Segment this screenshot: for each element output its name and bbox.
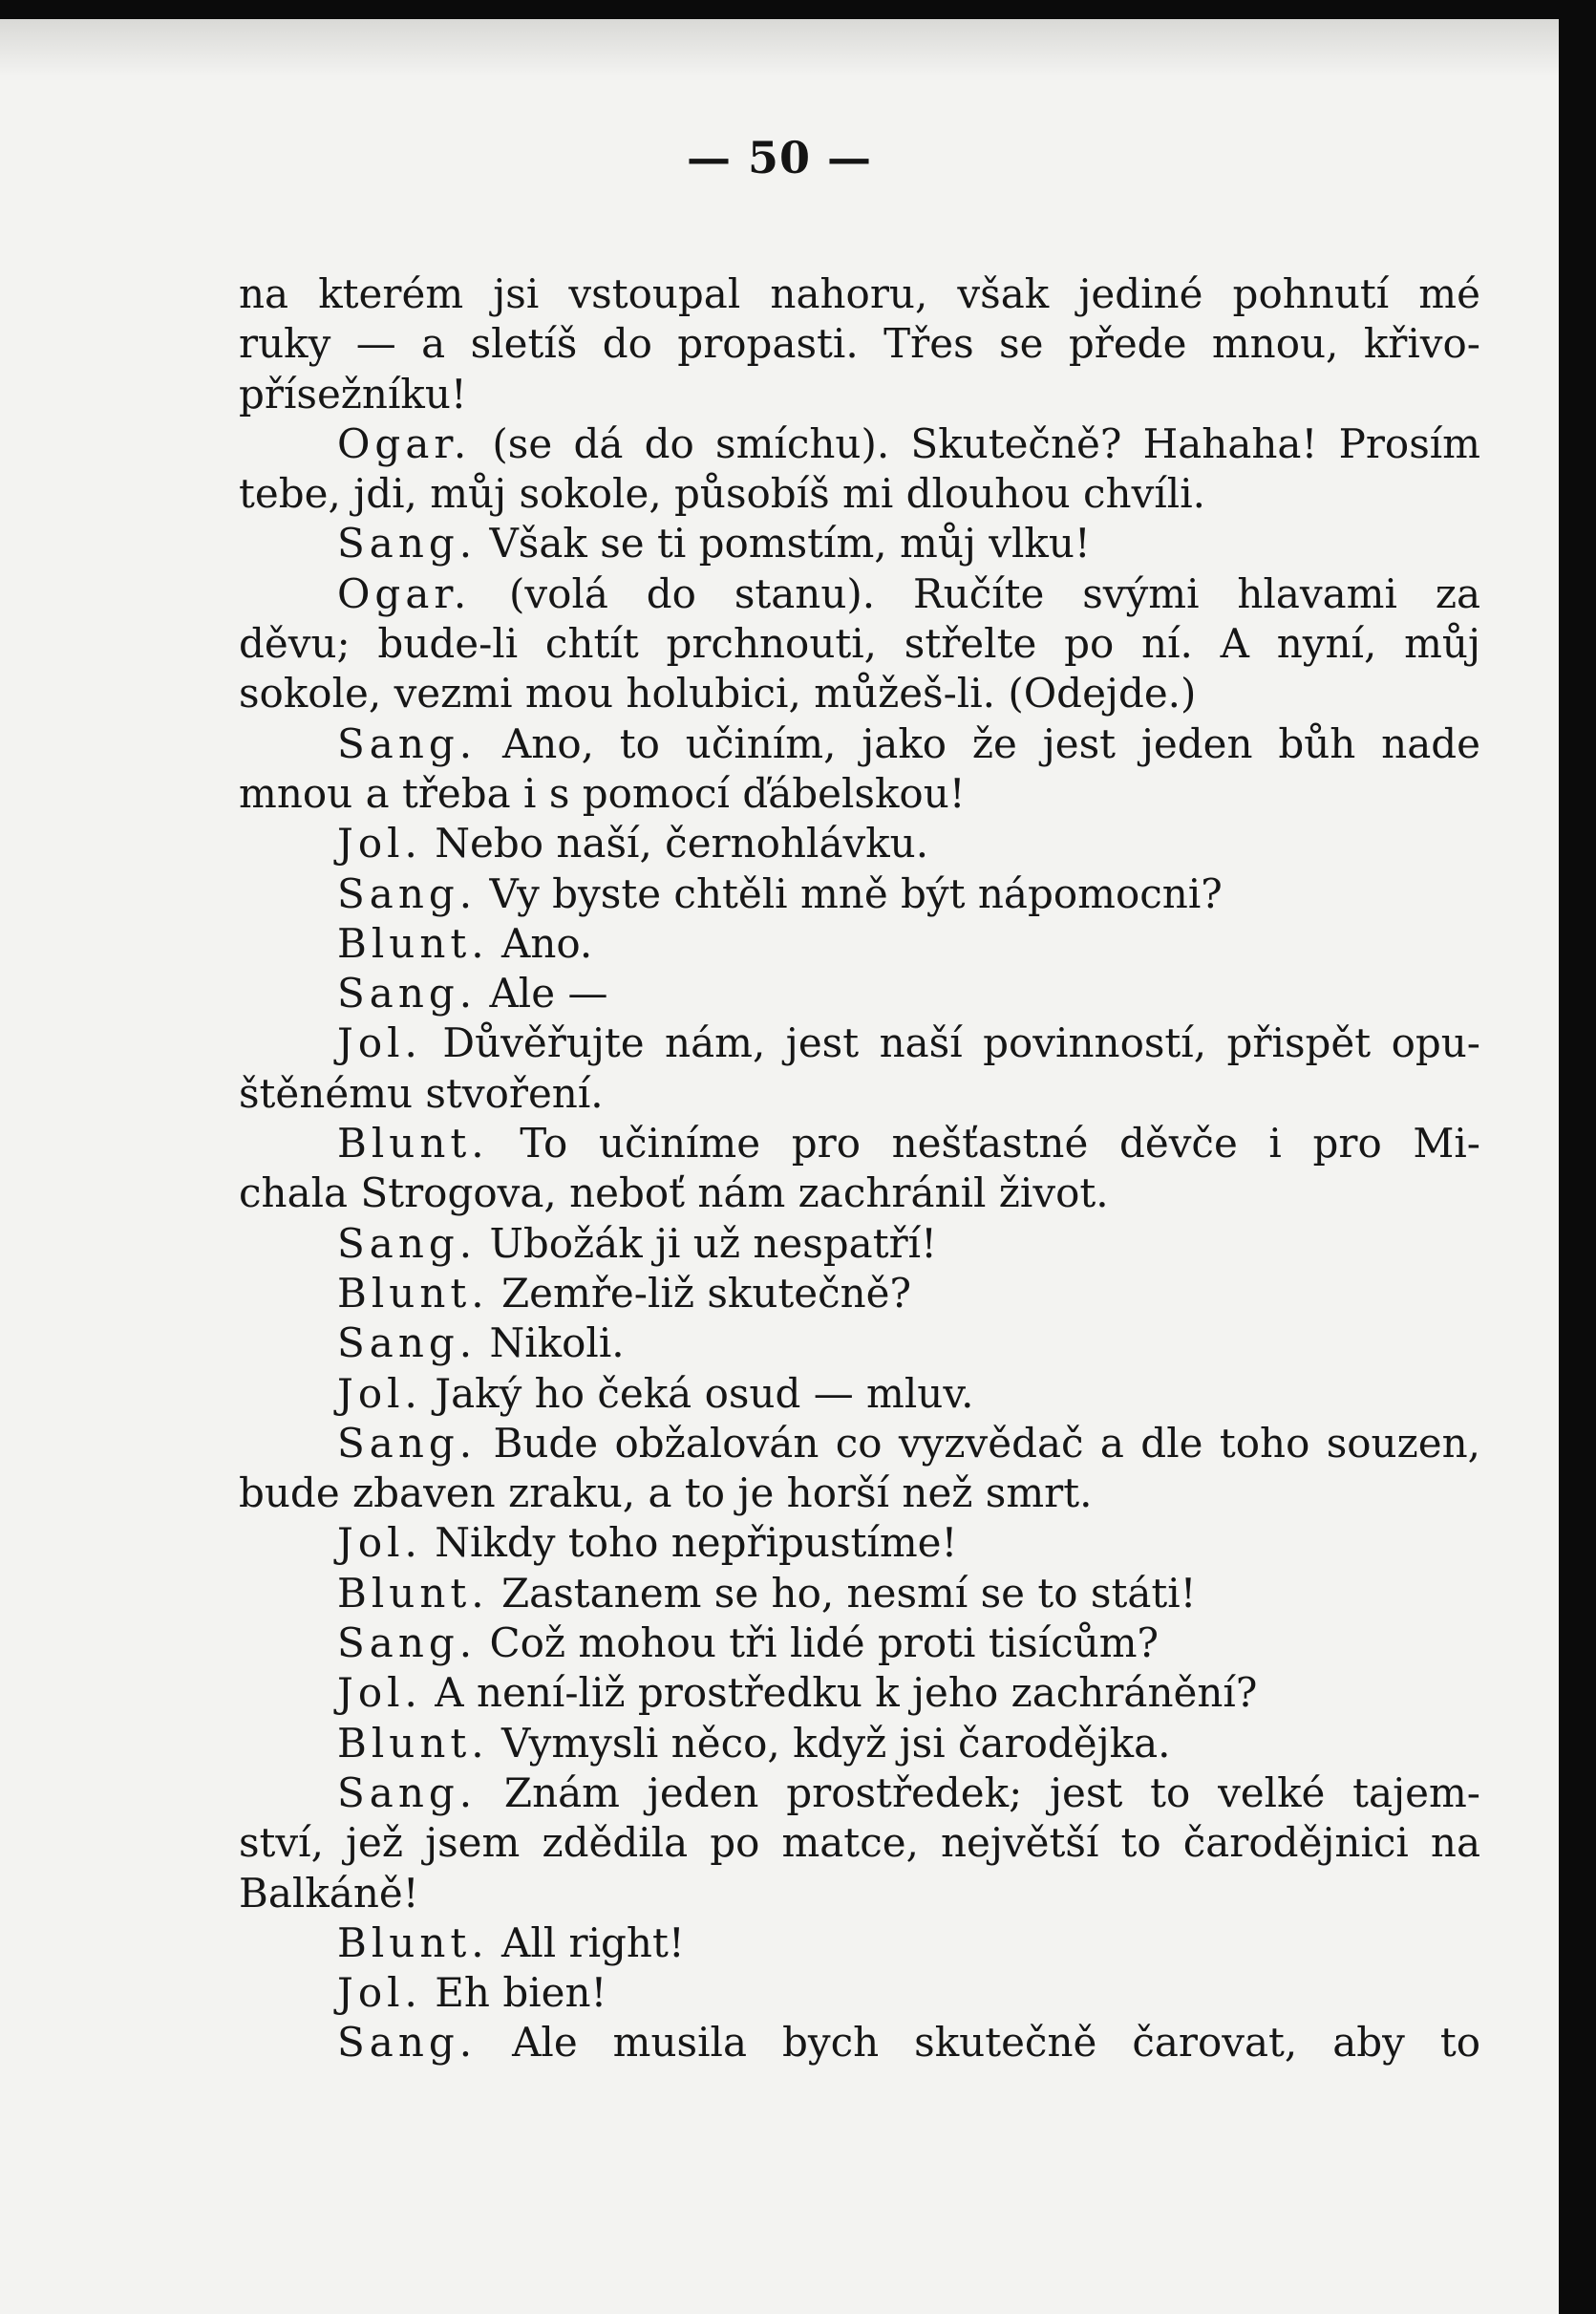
page-text [239, 269, 1480, 2068]
dialogue-line: Sang. Ano, to učiním, jako že jest jeden bůh nade [337, 719, 1480, 767]
speaker-name: Sang. [337, 1419, 478, 1467]
dialogue-line: Jol. Eh bien! [337, 1969, 607, 2017]
dialogue-line: Sang. Což mohou tři lidé proti tisícům? [337, 1619, 1160, 1667]
text-line: děvu; bude-li chtít prchnouti, střelte po ní. A nyní, můj [239, 620, 1480, 668]
speaker-name: Sang. [337, 970, 478, 1018]
text-line: na kterém jsi vstoupal nahoru, však jediné pohnutí mé [239, 270, 1480, 317]
dialogue-line: Blunt. All right! [337, 1918, 685, 1966]
speaker-name: Jol. [337, 1019, 422, 1067]
text-line: chala Strogova, neboť nám zachránil život. [239, 1169, 1109, 1217]
text-line: bude zbaven zraku, a to je horší než smrt. [239, 1469, 1093, 1517]
dialogue-line: Jol. Nebo naší, černohlávku. [337, 820, 929, 868]
speaker-name: Sang. [337, 869, 478, 917]
book-page [0, 19, 1559, 2314]
dialogue-line: Ogar. (se dá do smíchu). Skutečně? Hahaha! Prosím [337, 419, 1481, 467]
text-line: mnou a třeba i s pomocí ďábelskou! [239, 769, 966, 817]
dialogue-line: Blunt. Vymysli něco, když jsi čarodějka. [337, 1719, 1171, 1767]
speaker-name: Blunt. [337, 1269, 489, 1317]
speaker-name: Jol. [337, 1369, 422, 1417]
text-line: sokole, vezmi mou holubici, můžeš-li. (Odejde.) [239, 670, 1197, 718]
dialogue-line: Sang. Nikoli. [337, 1319, 625, 1367]
dialogue-line: Ogar. (volá do stanu). Ručíte svými hlavami za [337, 569, 1480, 617]
text-line: štěnému stvoření. [239, 1069, 604, 1117]
dialogue-line: Jol. Jaký ho čeká osud — mluv. [337, 1369, 974, 1417]
dialogue-line: Sang. Vy byste chtěli mně být nápomocni? [337, 869, 1223, 917]
dialogue-line: Blunt. To učiníme pro nešťastné děvče i pro Mi- [337, 1120, 1480, 1168]
speaker-name: Sang. [337, 1219, 478, 1267]
speaker-name: Sang. [337, 1319, 478, 1367]
dialogue-line: Sang. Ale musila bych skutečně čarovat, aby to [337, 2019, 1481, 2067]
dialogue-line: Sang. Však se ti pomstím, můj vlku! [337, 520, 1091, 568]
speaker-name: Sang. [337, 1768, 478, 1816]
page-number: — 50 — [686, 132, 873, 183]
speaker-name: Jol. [337, 820, 422, 868]
dialogue-line: Sang. Ale — [337, 970, 608, 1018]
dialogue-line: Jol. Důvěřujte nám, jest naší povinností, přispět opu- [337, 1019, 1480, 1067]
speaker-name: Sang. [337, 520, 478, 568]
dialogue-line: Blunt. Zemře-liž skutečně? [337, 1269, 912, 1317]
speaker-name: Blunt. [337, 1918, 489, 1966]
text-line: přísežníku! [239, 370, 467, 418]
speaker-name: Sang. [337, 1619, 478, 1667]
text-line: tebe, jdi, můj sokole, působíš mi dlouhou chvíli. [239, 470, 1205, 518]
dialogue-line: Jol. A není-liž prostředku k jeho zachránění? [337, 1669, 1258, 1717]
speaker-name: Blunt. [337, 919, 489, 967]
text-line: ství, jež jsem zdědila po matce, největší to čarodějnici na [239, 1819, 1480, 1867]
text-line: Balkáně! [239, 1869, 419, 1917]
speaker-name: Blunt. [337, 1569, 489, 1617]
dialogue-line: Sang. Znám jeden prostředek; jest to velké tajem- [337, 1768, 1480, 1816]
speaker-name: Jol. [337, 1969, 422, 2017]
speaker-name: Ogar. [337, 419, 472, 467]
dialogue-line: Jol. Nikdy toho nepřipustíme! [337, 1519, 958, 1567]
dialogue-line: Blunt. Zastanem se ho, nesmí se to státi! [337, 1569, 1197, 1617]
speaker-name: Jol. [337, 1519, 422, 1567]
speaker-name: Blunt. [337, 1719, 489, 1767]
speaker-name: Blunt. [337, 1120, 489, 1168]
scan-edge [1559, 0, 1596, 2314]
speaker-name: Sang. [337, 719, 478, 767]
speaker-name: Ogar. [337, 569, 472, 617]
speaker-name: Sang. [337, 2019, 478, 2067]
text-line: ruky — a sletíš do propasti. Třes se přede mnou, křivo- [239, 320, 1480, 368]
dialogue-line: Blunt. Ano. [337, 919, 593, 967]
dialogue-line: Sang. Bude obžalován co vyzvědač a dle toho souzen, [337, 1419, 1480, 1467]
dialogue-line: Sang. Ubožák ji už nespatří! [337, 1219, 937, 1267]
speaker-name: Jol. [337, 1669, 422, 1717]
